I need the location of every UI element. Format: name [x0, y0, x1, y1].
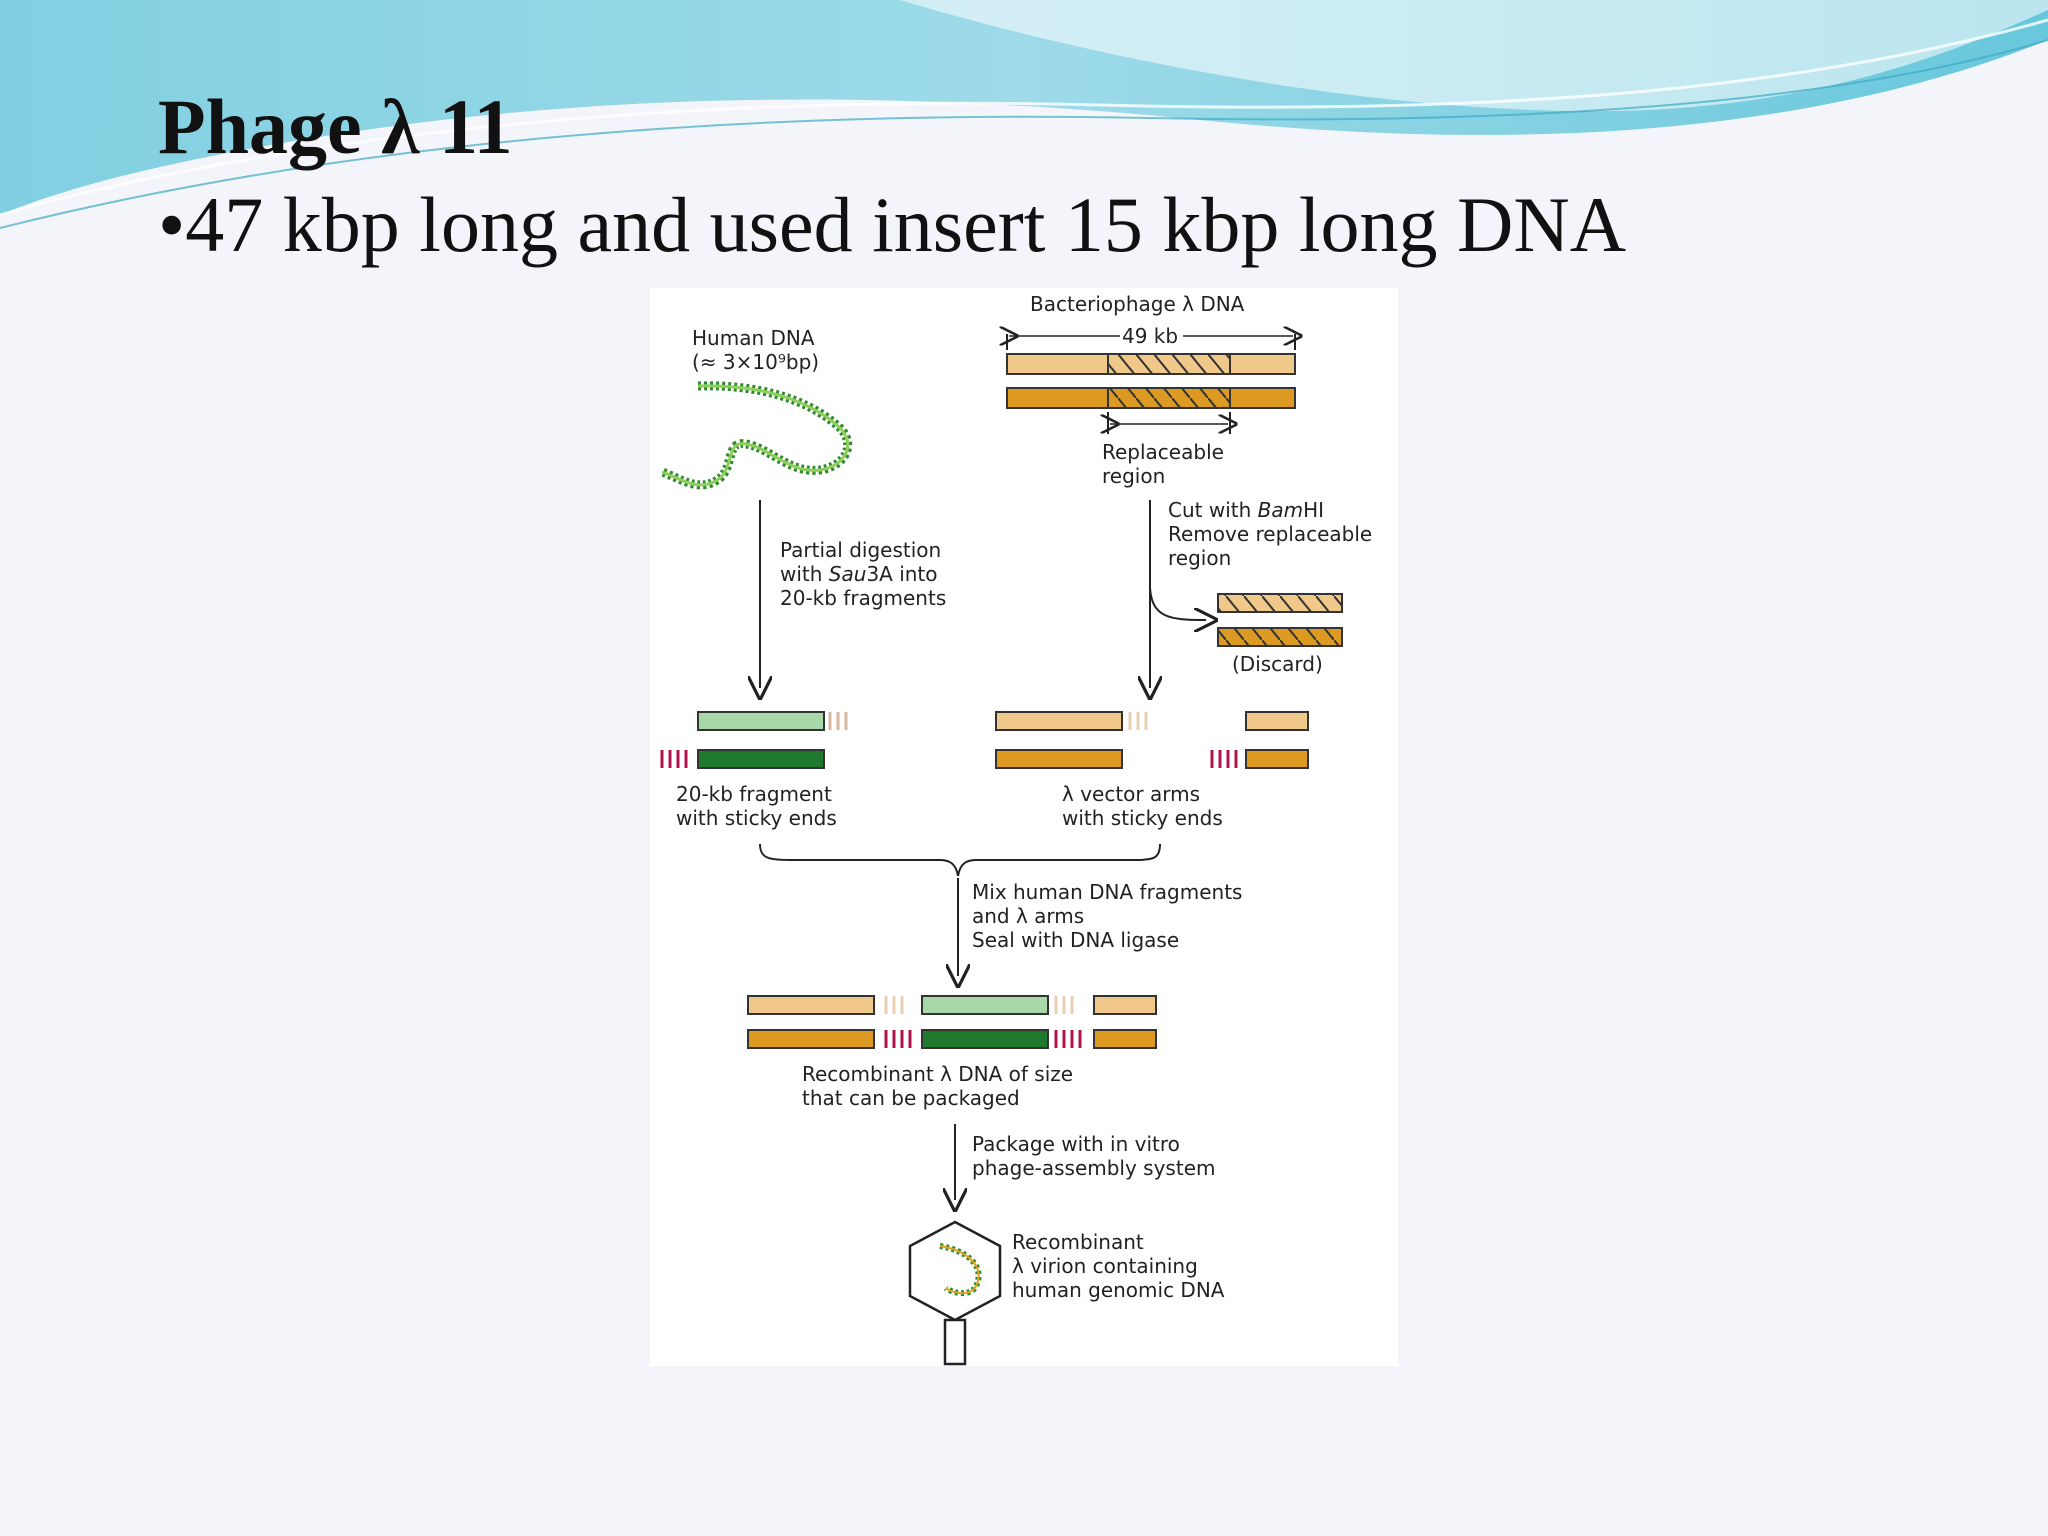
replaceable-region-label: Replaceable region — [1102, 440, 1224, 488]
replaceable-region-dimension — [1108, 412, 1230, 434]
partial-digestion-label: Partial digestion with Sau3A into 20-kb fragments — [780, 538, 947, 610]
human-dna-fragment — [662, 712, 846, 768]
discard-label: (Discard) — [1232, 652, 1323, 676]
merge-bracket — [760, 844, 1160, 876]
lambda-cloning-figure — [650, 288, 1398, 1366]
human-dna-label: Human DNA — [692, 326, 815, 350]
fragment-label: 20-kb fragment with sticky ends — [676, 782, 837, 830]
lambda-dna-bottom-strand — [1007, 388, 1295, 408]
cut-with-bamhi-label: Cut with BamHI — [1168, 498, 1325, 522]
human-dna-coil-icon — [662, 386, 848, 485]
lambda-dna-top-strand — [1007, 354, 1295, 374]
recombinant-lambda-dna — [748, 996, 1156, 1048]
discard-arrow — [1150, 588, 1206, 620]
mix-ligate-label: Mix human DNA fragments and λ arms Seal with DNA ligase — [972, 880, 1243, 952]
discarded-region — [1218, 594, 1342, 646]
lambda-vector-arms — [996, 712, 1308, 768]
lambda-length-label: 49 kb — [1122, 324, 1179, 348]
package-label: Package with in vitro phage-assembly system — [972, 1132, 1216, 1180]
bacteriophage-label: Bacteriophage λ DNA — [1030, 292, 1245, 316]
slide-bullet: •47 kbp long and used insert 15 kbp long DNA — [158, 181, 1627, 268]
vector-arms-label: λ vector arms with sticky ends — [1062, 782, 1223, 830]
recombinant-dna-label: Recombinant λ DNA of size that can be packaged — [802, 1062, 1074, 1110]
recombinant-virion-icon — [910, 1222, 1000, 1364]
virion-label: Recombinant λ virion containing human genomic DNA — [1012, 1230, 1225, 1302]
human-dna-size-label: (≈ 3×10⁹bp) — [692, 350, 820, 374]
remove-region-label: Remove replaceable region — [1168, 522, 1373, 570]
slide-title: Phage λ 11 — [158, 83, 513, 170]
